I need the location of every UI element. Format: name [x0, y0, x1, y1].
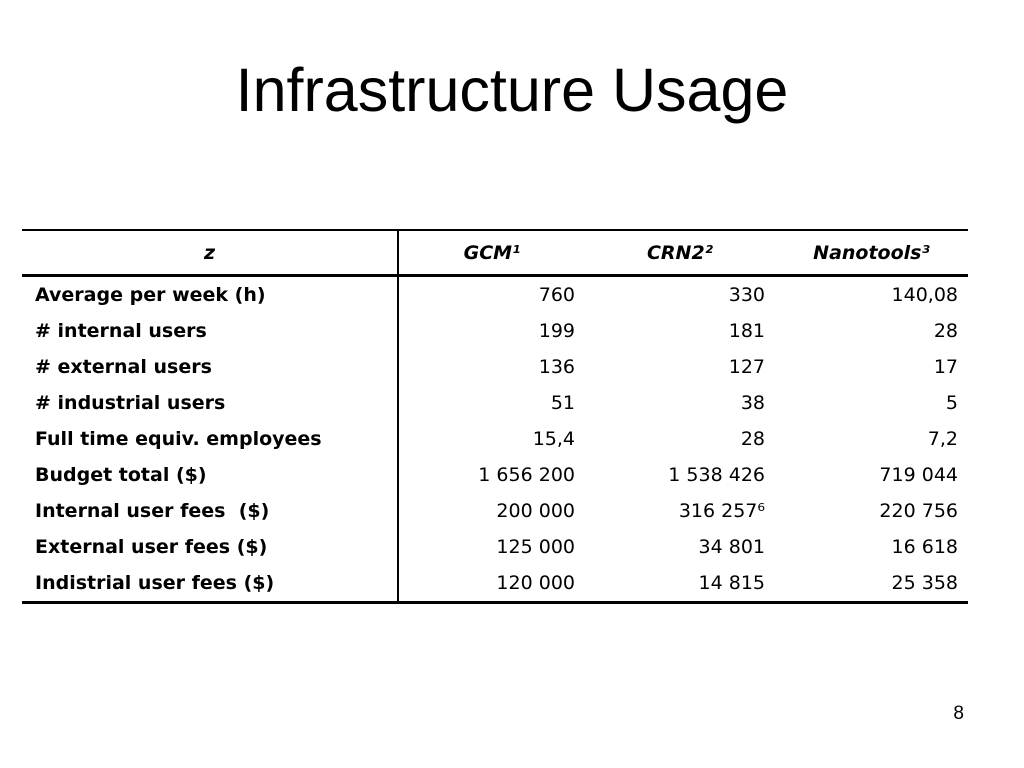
value-gcm: 199 — [538, 320, 575, 342]
value-crn2: 181 — [728, 320, 765, 342]
row-label: # industrial users — [22, 385, 398, 421]
infrastructure-usage-table — [22, 229, 968, 604]
value-nanotools: 25 358 — [775, 565, 968, 603]
slide-title: Infrastructure Usage — [235, 56, 789, 124]
value-gcm: 200 000 — [496, 500, 575, 522]
row-label: Indistrial user fees ($) — [22, 565, 398, 603]
table-row — [22, 385, 968, 421]
table-header-row — [22, 230, 968, 276]
value-nanotools: 28 — [933, 320, 958, 342]
value-gcm: 760 — [538, 284, 575, 306]
column-header-gcm: GCM¹ — [398, 230, 585, 276]
row-label: External user fees ($) — [22, 529, 398, 565]
row-label: Full time equiv. employees — [22, 421, 398, 457]
value-nanotools: 16 618 — [891, 536, 958, 558]
value-nanotools: 7,2 — [927, 428, 958, 450]
row-label: # external users — [22, 349, 398, 385]
value-crn2: 330 — [728, 284, 765, 306]
table-row — [22, 421, 968, 457]
row-label: # internal users — [22, 313, 398, 349]
row-label: Average per week (h) — [22, 276, 398, 314]
column-header-nanotools: Nanotools³ — [775, 230, 968, 276]
value-nanotools: 220 756 — [879, 500, 958, 522]
value-crn2: 28 — [740, 428, 765, 450]
value-crn2: 34 801 — [698, 536, 765, 558]
value-nanotools: 719 044 — [879, 464, 958, 486]
value-gcm: 51 — [550, 392, 575, 414]
value-crn2: 38 — [740, 392, 765, 414]
row-label: Budget total ($) — [22, 457, 398, 493]
value-nanotools: 17 — [933, 356, 958, 378]
table-row — [22, 529, 968, 565]
table-row — [22, 493, 968, 529]
value-crn2: 14 815 — [585, 565, 775, 603]
value-gcm: 125 000 — [496, 536, 575, 558]
value-gcm: 1 656 200 — [478, 464, 575, 486]
table-row — [22, 457, 968, 493]
value-crn2: 316 257⁶ — [678, 500, 765, 522]
table-row — [22, 313, 968, 349]
value-gcm: 15,4 — [532, 428, 575, 450]
value-nanotools: 140,08 — [891, 284, 958, 306]
value-gcm: 136 — [538, 356, 575, 378]
row-label: Internal user fees ($) — [22, 493, 398, 529]
table-row — [22, 349, 968, 385]
value-crn2: 127 — [728, 356, 765, 378]
column-header-z: z — [22, 230, 398, 276]
value-crn2: 1 538 426 — [668, 464, 765, 486]
table-row — [22, 276, 968, 314]
column-header-crn2: CRN2² — [585, 230, 775, 276]
value-nanotools: 5 — [945, 392, 958, 414]
value-gcm: 120 000 — [398, 565, 585, 603]
page-number: 8 — [953, 703, 964, 724]
table-row — [22, 565, 968, 603]
